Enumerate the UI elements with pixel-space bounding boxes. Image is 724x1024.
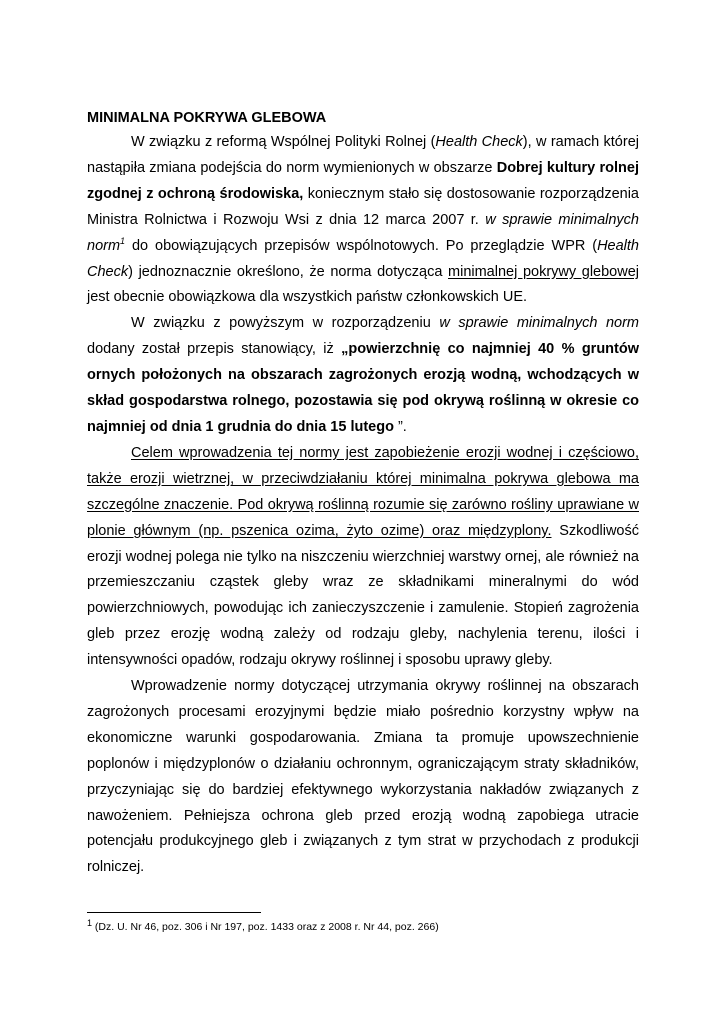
- footnote-text: (Dz. U. Nr 46, poz. 306 i Nr 197, poz. 1433 oraz z 2008 r. Nr 44, poz. 266): [92, 921, 439, 933]
- p1-bold-phrase: Dobrej kultury rolnej zgodnej z ochroną środowiska,: [87, 159, 639, 202]
- p2-bold-quote: „powierzchnię co najmniej 40 % gruntów ornych położonych na obszarach zagrożonych erozją wodną, wchodzących w skład gospodarstwa rolnego, pozostawia się pod okrywą roślinną w okresie co najmniej od dnia 1 grudnia do dnia 15 lutego: [87, 341, 639, 435]
- p1-italic-health-check: Health Check: [435, 134, 523, 150]
- p3-underlined-text: Celem wprowadzenia tej normy jest zapobieżenie erozji wodnej i częściowo, także erozji wietrznej, w przeciwdziałaniu której minimalna pokrywa glebowa ma szczególne znaczenie. Pod okrywą roślinną rozumie się zarówno rośliny uprawiane w plonie głównym (np. pszenica ozima, żyto ozime) oraz międzyplony.: [87, 444, 639, 539]
- paragraph-2: [87, 311, 639, 441]
- footnote-mark: 1: [87, 918, 93, 928]
- document-title: MINIMALNA POKRYWA GLEBOWA: [87, 110, 327, 126]
- paragraph-1: [87, 130, 639, 311]
- p3-text: Szkodliwość erozji wodnej polega nie tylko na niszczeniu wierzchniej warstwy ornej, ale również na przemieszczaniu cząstek gleby wraz ze składnikami mineralnymi do wód powierzchniowych, powodując ich zanieczyszczenie i zamulenie. Stopień zagrożenia gleb przez erozję wodną zależy od rodzaju gleby, nachylenia terenu, ilości i intensywności opadów, rodzaju okrywy roślinnej i sposobu uprawy gleby.: [87, 522, 639, 669]
- footnote-divider: [87, 912, 261, 913]
- paragraph-4: [87, 674, 639, 881]
- p2-text: dodany został przepis stanowiący, iż: [87, 341, 342, 358]
- p1-text: koniecznym stało się dostosowanie rozporządzenia Ministra Rolnictwa i Rozwoju Wsi z dnia 12 marca 2007 r.: [87, 185, 639, 228]
- p1-italic-health-check: Health Check: [87, 237, 639, 280]
- paragraph-3: [87, 441, 639, 674]
- p4-text: Wprowadzenie normy dotyczącej utrzymania okrywy roślinnej na obszarach zagrożonych procesami erozyjnymi będzie miało pośrednio korzystny wpływ na ekonomiczne warunki gospodarowania. Zmiana ta promuje upowszechnienie poplonów i międzyplonów o działaniu ochronnym, ograniczającym straty składników, przyczyniając się do bardziej efektywnego wykorzystania nakładów związanych z nawożeniem. Pełniejsza ochrona gleb przed erozją wodną zapobiega utracie potencjału produkcyjnego gleb i związanych z tym strat w przychodach z produkcji rolniczej.: [87, 678, 639, 876]
- p1-text: ) jednoznacznie określono, że norma dotycząca: [128, 263, 449, 280]
- p1-text: ), w ramach której nastąpiła zmiana podejścia do norm wymienionych w obszarze: [87, 134, 639, 176]
- footnote: [87, 920, 639, 934]
- p1-text: jest obecnie obowiązkowa dla wszystkich państw członkowskich UE.: [87, 289, 528, 306]
- p1-underlined-phrase: minimalnej pokrywy glebowej: [448, 263, 639, 280]
- p2-text: ”.: [393, 418, 407, 435]
- p2-italic-phrase: w sprawie minimalnych norm: [439, 315, 639, 332]
- p1-text: do obowiązujących przepisów wspólnotowych. Po przeglądzie WPR (: [125, 237, 598, 254]
- footnote-reference: 1: [120, 235, 126, 246]
- p1-italic-phrase: w sprawie minimalnych norm: [87, 211, 639, 254]
- document-body: [87, 106, 639, 881]
- p2-text: W związku z powyższym w rozporządzeniu: [131, 315, 440, 332]
- p1-text: W związku z reformą Wspólnej Polityki Rolnej (: [131, 134, 436, 150]
